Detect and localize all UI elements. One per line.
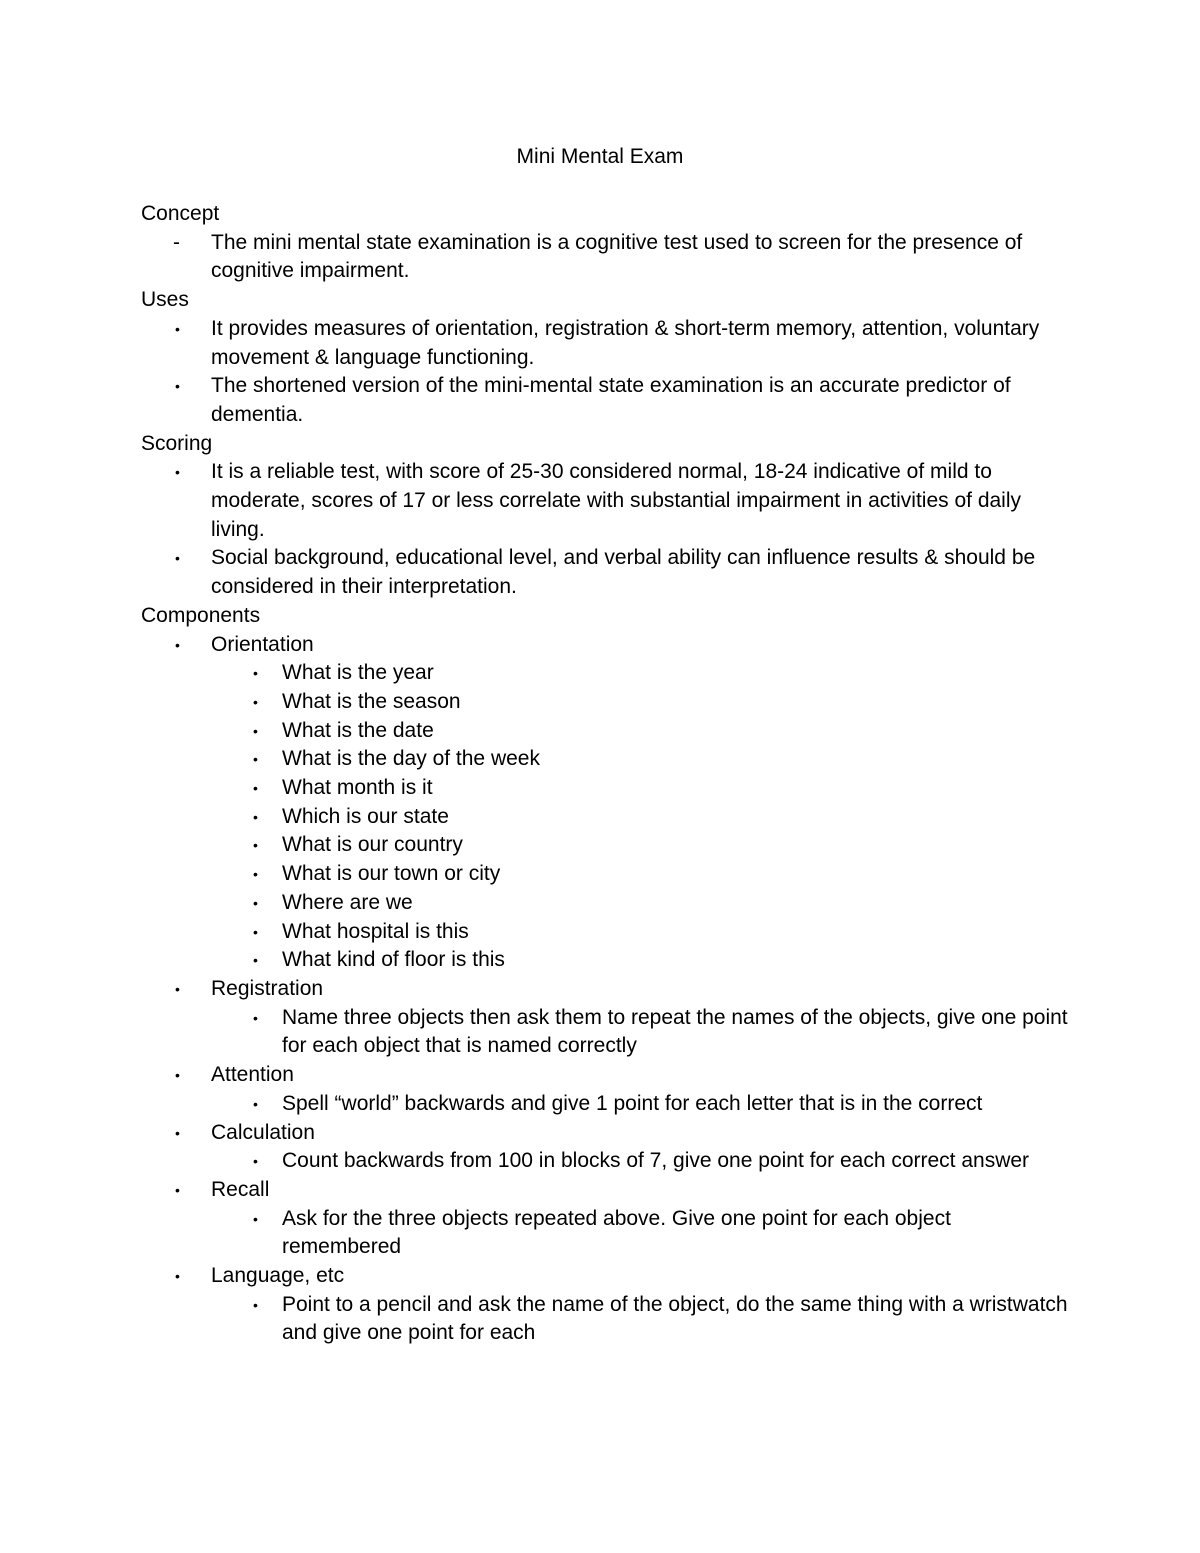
bullet-icon: • [253, 923, 258, 940]
sub-list-item [141, 918, 1071, 947]
section-heading-uses: Uses [141, 288, 189, 312]
list-item-text: It is a reliable test, with score of 25-30 considered normal, 18-24 indicative of mild to moderate, scores of 17 or less correlate with substantial impairment in activities of daily living. [211, 460, 1022, 541]
bullet-icon: • [175, 1067, 180, 1084]
sub-list-item [141, 1004, 1071, 1061]
sub-list-item [141, 1205, 1071, 1262]
component-label: Recall [211, 1177, 270, 1201]
bullet-icon: • [253, 952, 258, 969]
list-item [141, 544, 1071, 601]
sub-list-item-text: Ask for the three objects repeated above. Give one point for each object remembered [282, 1206, 951, 1259]
sub-list-item-text: What is the date [282, 718, 434, 742]
section-heading-scoring: Scoring [141, 431, 213, 455]
list-item [141, 229, 1071, 286]
bullet-icon: • [253, 722, 258, 739]
bullet-icon: • [175, 1268, 180, 1285]
bullet-icon: • [253, 1210, 258, 1227]
list-item-text: Social background, educational level, and verbal ability can influence results & should be considered in their interpretation. [211, 546, 1036, 599]
sub-list-item [141, 803, 1071, 832]
component-label: Registration [211, 976, 324, 1000]
sub-list-item-text: Where are we [282, 890, 413, 914]
page-title: Mini Mental Exam [516, 145, 684, 168]
sub-list-item [141, 688, 1071, 717]
bullet-icon: • [175, 550, 180, 567]
component-label: Attention [211, 1063, 294, 1087]
bullet-icon: • [175, 464, 180, 481]
list-item [141, 458, 1071, 544]
bullet-icon: • [253, 693, 258, 710]
sub-list-item-text: Name three objects then ask them to repeat the names of the objects, give one point for each object that is named correctly [282, 1005, 1068, 1058]
sub-list-item [141, 745, 1071, 774]
bullet-icon: • [253, 1095, 258, 1112]
component-orientation [141, 631, 1071, 660]
sub-list-item-text: What is our town or city [282, 862, 501, 886]
sub-list-item [141, 659, 1071, 688]
list-item [141, 372, 1071, 429]
component-attention [141, 1061, 1071, 1090]
component-calculation [141, 1119, 1071, 1148]
sub-list-item [141, 1090, 1071, 1119]
bullet-icon: • [253, 837, 258, 854]
bullet-icon: • [253, 866, 258, 883]
bullet-icon: • [253, 1296, 258, 1313]
sub-list-item-text: What is the season [282, 689, 461, 713]
sub-list-item [141, 774, 1071, 803]
section-heading-components: Components [141, 603, 261, 627]
bullet-icon: • [175, 1181, 180, 1198]
sub-list-item-text: Count backwards from 100 in blocks of 7, give one point for each correct answer [282, 1149, 1030, 1173]
bullet-icon: • [175, 636, 180, 653]
bullet-icon: • [175, 378, 180, 395]
dash-marker: - [173, 230, 180, 254]
sub-list-item [141, 1147, 1071, 1176]
list-item-text: The mini mental state examination is a cognitive test used to screen for the presence of cognitive impairment. [211, 230, 1023, 283]
section-heading-concept: Concept [141, 202, 220, 225]
sub-list-item [141, 946, 1071, 975]
sub-list-item-text: What is the day of the week [282, 747, 540, 771]
document-body [141, 200, 1071, 1348]
sub-list-item-text: What kind of floor is this [282, 948, 505, 972]
list-item [141, 315, 1071, 372]
bullet-icon: • [175, 1124, 180, 1141]
bullet-icon: • [175, 320, 180, 337]
sub-list-item [141, 717, 1071, 746]
sub-list-item [141, 889, 1071, 918]
sub-list-item-text: Point to a pencil and ask the name of the object, do the same thing with a wristwatch and give one point for each [282, 1292, 1068, 1345]
sub-list-item-text: What is the year [282, 661, 434, 685]
component-language [141, 1262, 1071, 1291]
component-registration [141, 975, 1071, 1004]
bullet-icon: • [253, 1009, 258, 1026]
sub-list-item-text: Spell “world” backwards and give 1 point for each letter that is in the correct [282, 1091, 983, 1115]
component-recall [141, 1176, 1071, 1205]
list-item-text: The shortened version of the mini-mental state examination is an accurate predictor of dementia. [211, 374, 1011, 426]
component-label: Orientation [211, 632, 314, 656]
bullet-icon: • [175, 980, 180, 997]
sub-list-item-text: Which is our state [282, 804, 449, 828]
bullet-icon: • [253, 780, 258, 797]
sub-list-item-text: What is our country [282, 833, 463, 857]
sub-list-item [141, 1291, 1071, 1348]
sub-list-item-text: What month is it [282, 776, 433, 800]
component-label: Calculation [211, 1120, 315, 1144]
bullet-icon: • [253, 751, 258, 768]
sub-list-item-text: What hospital is this [282, 919, 469, 943]
bullet-icon: • [253, 894, 258, 911]
bullet-icon: • [253, 808, 258, 825]
sub-list-item [141, 831, 1071, 860]
bullet-icon: • [253, 665, 258, 682]
component-label: Language, etc [211, 1264, 345, 1288]
sub-list-item [141, 860, 1071, 889]
bullet-icon: • [253, 1153, 258, 1170]
list-item-text: It provides measures of orientation, registration & short-term memory, attention, voluntary movement & language functioning. [211, 316, 1040, 369]
